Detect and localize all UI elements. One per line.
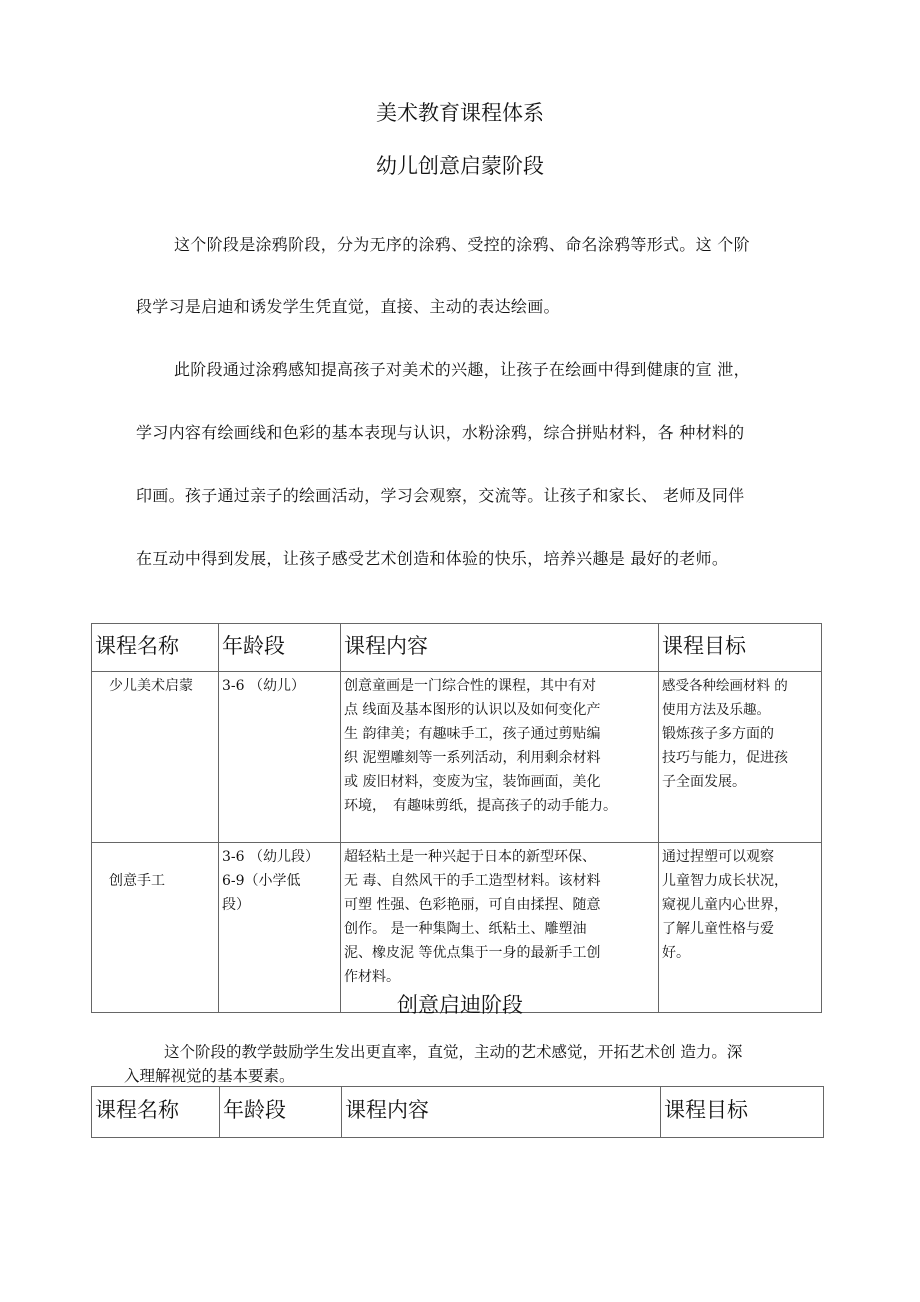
paragraph-line: 在互动中得到发展，让孩子感受艺术创造和体验的快乐，培养兴趣是 最好的老师。 [136,549,729,568]
age-line: 6-9（小学低 [222,873,301,889]
paragraph-stage2-intro [124,1040,824,1088]
content-line: 超轻粘土是一种兴起于日本的新型环保、 [344,849,596,865]
goal-line: 子全面发展。 [662,774,746,790]
goal-line: 好。 [662,945,690,961]
table-header-row [92,624,822,672]
content-line: 或 废旧材料，变废为宝，装饰画面，美化 [344,774,601,790]
paragraph-line: 这个阶段是涂鸦阶段，分为无序的涂鸦、受控的涂鸦、命名涂鸦等形式。这 个阶 [174,235,750,254]
content-line: 生 韵律美；有趣味手工，孩子通过剪贴编 [344,726,601,742]
section-title-early-enlightenment: 幼儿创意启蒙阶段 [376,154,544,178]
document-title: 美术教育课程体系 [376,101,544,125]
paragraph-line: 印画。孩子通过亲子的绘画活动，学习会观察，交流等。让孩子和家长、 老师及同伴 [136,486,745,505]
content-line: 织 泥塑雕刻等一系列活动，利用剩余材料 [344,750,601,766]
course-goal [659,672,822,843]
header-course-name: 课程名称 [92,624,219,672]
content-line: 泥、橡皮泥 等优点集于一身的最新手工创 [344,945,601,961]
header-course-name: 课程名称 [92,1087,220,1138]
course-table-early [91,623,822,1013]
course-name: 少儿美术启蒙 [92,672,219,843]
goal-line: 窥视儿童内心世界， [662,897,788,913]
content-line: 创作。 是一种集陶土、纸粘土、雕塑油 [344,921,587,937]
paragraph-line: 这个阶段的教学鼓励学生发出更直率，直觉，主动的艺术感觉，开拓艺术创 造力。深 [164,1043,743,1061]
paragraph-line: 此阶段通过涂鸦感知提高孩子对美术的兴趣，让孩子在绘画中得到健康的宣 泄， [174,360,750,379]
paragraph-line: 学习内容有绘画线和色彩的基本表现与认识，水粉涂鸦，综合拼贴材料，各 种材料的 [136,423,745,442]
course-table-inspiration [91,1086,824,1138]
header-course-goal: 课程目标 [659,624,822,672]
course-age: 3-6 （幼儿） [219,672,341,843]
header-age-range: 年龄段 [219,624,341,672]
age-line: 3-6 （幼儿段） [222,849,319,865]
goal-line: 了解儿童性格与爱 [662,921,774,937]
goal-line: 锻炼孩子多方面的 [662,726,774,742]
paragraph-stage-detail [136,338,830,590]
age-line: 段） [222,897,250,913]
course-age [219,843,341,1013]
content-line: 无 毒、自然风干的手工造型材料。该材料 [344,873,601,889]
paragraph-line: 入理解视觉的基本要素。 [124,1067,295,1085]
header-course-goal: 课程目标 [661,1087,824,1138]
goal-line: 技巧与能力，促进孩 [662,750,788,766]
content-line: 作材料。 [344,969,400,985]
goal-line: 使用方法及乐趣。 [662,702,770,718]
table-header-row [92,1087,824,1138]
paragraph-line: 段学习是启迪和诱发学生凭直觉，直接、主动的表达绘画。 [136,297,560,316]
course-name: 创意手工 [92,843,219,1013]
header-course-content: 课程内容 [342,1087,661,1138]
content-line: 可塑 性强、色彩艳丽，可自由揉捏、随意 [344,897,601,913]
header-course-content: 课程内容 [341,624,659,672]
table-row [92,672,822,843]
goal-line: 儿童智力成长状况， [662,873,788,889]
header-age-range: 年龄段 [220,1087,342,1138]
course-content [341,843,659,1013]
goal-line: 感受各种绘画材料 的 [662,678,788,694]
paragraph-stage-intro [136,214,830,338]
content-line: 创意童画是一门综合性的课程，其中有对 [344,678,596,694]
content-line: 环境， 有趣味剪纸，提高孩子的动手能力。 [344,798,617,814]
goal-line: 通过捏塑可以观察 [662,849,774,865]
section-title-creative-inspiration: 创意启迪阶段 [397,993,523,1017]
content-line: 点 线面及基本图形的认识以及如何变化产 [344,702,601,718]
course-content [341,672,659,843]
table-row [92,843,822,1013]
course-goal [659,843,822,1013]
